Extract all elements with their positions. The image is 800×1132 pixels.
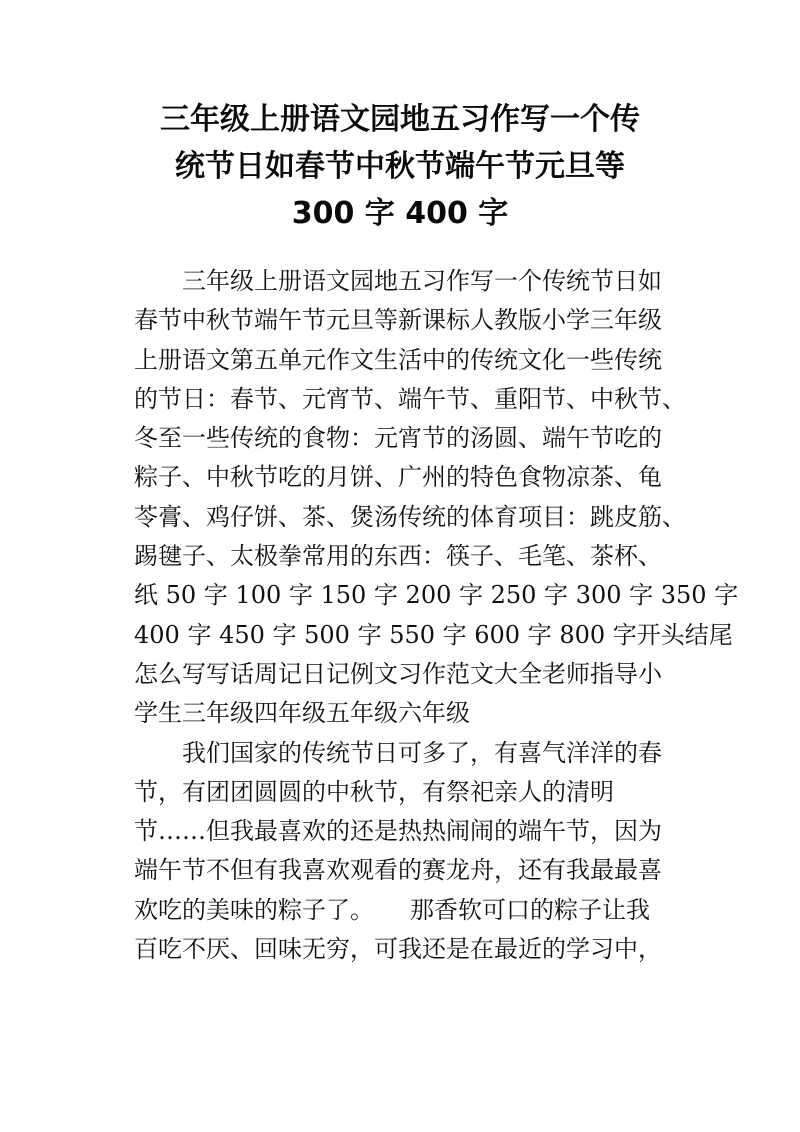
paragraph-2-line: 百吃不厌、回味无穷，可我还是在最近的学习中， [134,935,662,964]
paragraph-2-line: 节……但我最喜欢的还是热热闹闹的端午节，因为 [134,817,662,846]
paragraph-1-line: 苓膏、鸡仔饼、茶、煲汤传统的体育项目：跳皮筋、 [134,502,686,531]
paragraph-2-line: 欢吃的美味的粽子了。 那香软可口的粽子让我 [134,895,650,924]
paragraph-2-line: 节，有团团圆圆的中秋节，有祭祀亲人的清明 [134,777,614,806]
paragraph-1-line: 400 字 450 字 500 字 550 字 600 字 800 字开头结尾 [134,620,733,649]
document-body [134,262,739,969]
paragraph-1-line: 学生三年级四年级五年级六年级 [134,699,470,728]
title-line: 三年级上册语文园地五习作写一个传 [160,102,640,137]
paragraph-1-line: 踢毽子、太极拳常用的东西：筷子、毛笔、茶杯、 [134,542,662,571]
document-title [100,96,700,237]
paragraph-1-line: 上册语文第五单元作文生活中的传统文化一些传统 [134,345,662,374]
paragraph-1-line: 怎么写写话周记日记例文习作范文大全老师指导小 [134,659,662,688]
title-line: 统节日如春节中秋节端午节元旦等 [175,149,625,184]
paragraph-1-line: 冬至一些传统的食物：元宵节的汤圆、端午节吃的 [134,424,662,453]
paragraph-1-line: 春节中秋节端午节元旦等新课标人教版小学三年级 [134,306,662,335]
paragraph-2-line: 我们国家的传统节日可多了，有喜气洋洋的春 [182,738,662,767]
title-line: 300 字 400 字 [291,196,509,231]
paragraph-1-line: 的节日：春节、元宵节、端午节、重阳节、中秋节、 [134,384,686,413]
paragraph-2-line: 端午节不但有我喜欢观看的赛龙舟，还有我最最喜 [134,856,662,885]
paragraph-1-line: 纸 50 字 100 字 150 字 200 字 250 字 300 字 350 字 [134,581,739,610]
paragraph-1-line: 三年级上册语文园地五习作写一个传统节日如 [182,267,662,295]
paragraph-1-line: 粽子、中秋节吃的月饼、广州的特色食物凉茶、龟 [134,463,662,492]
